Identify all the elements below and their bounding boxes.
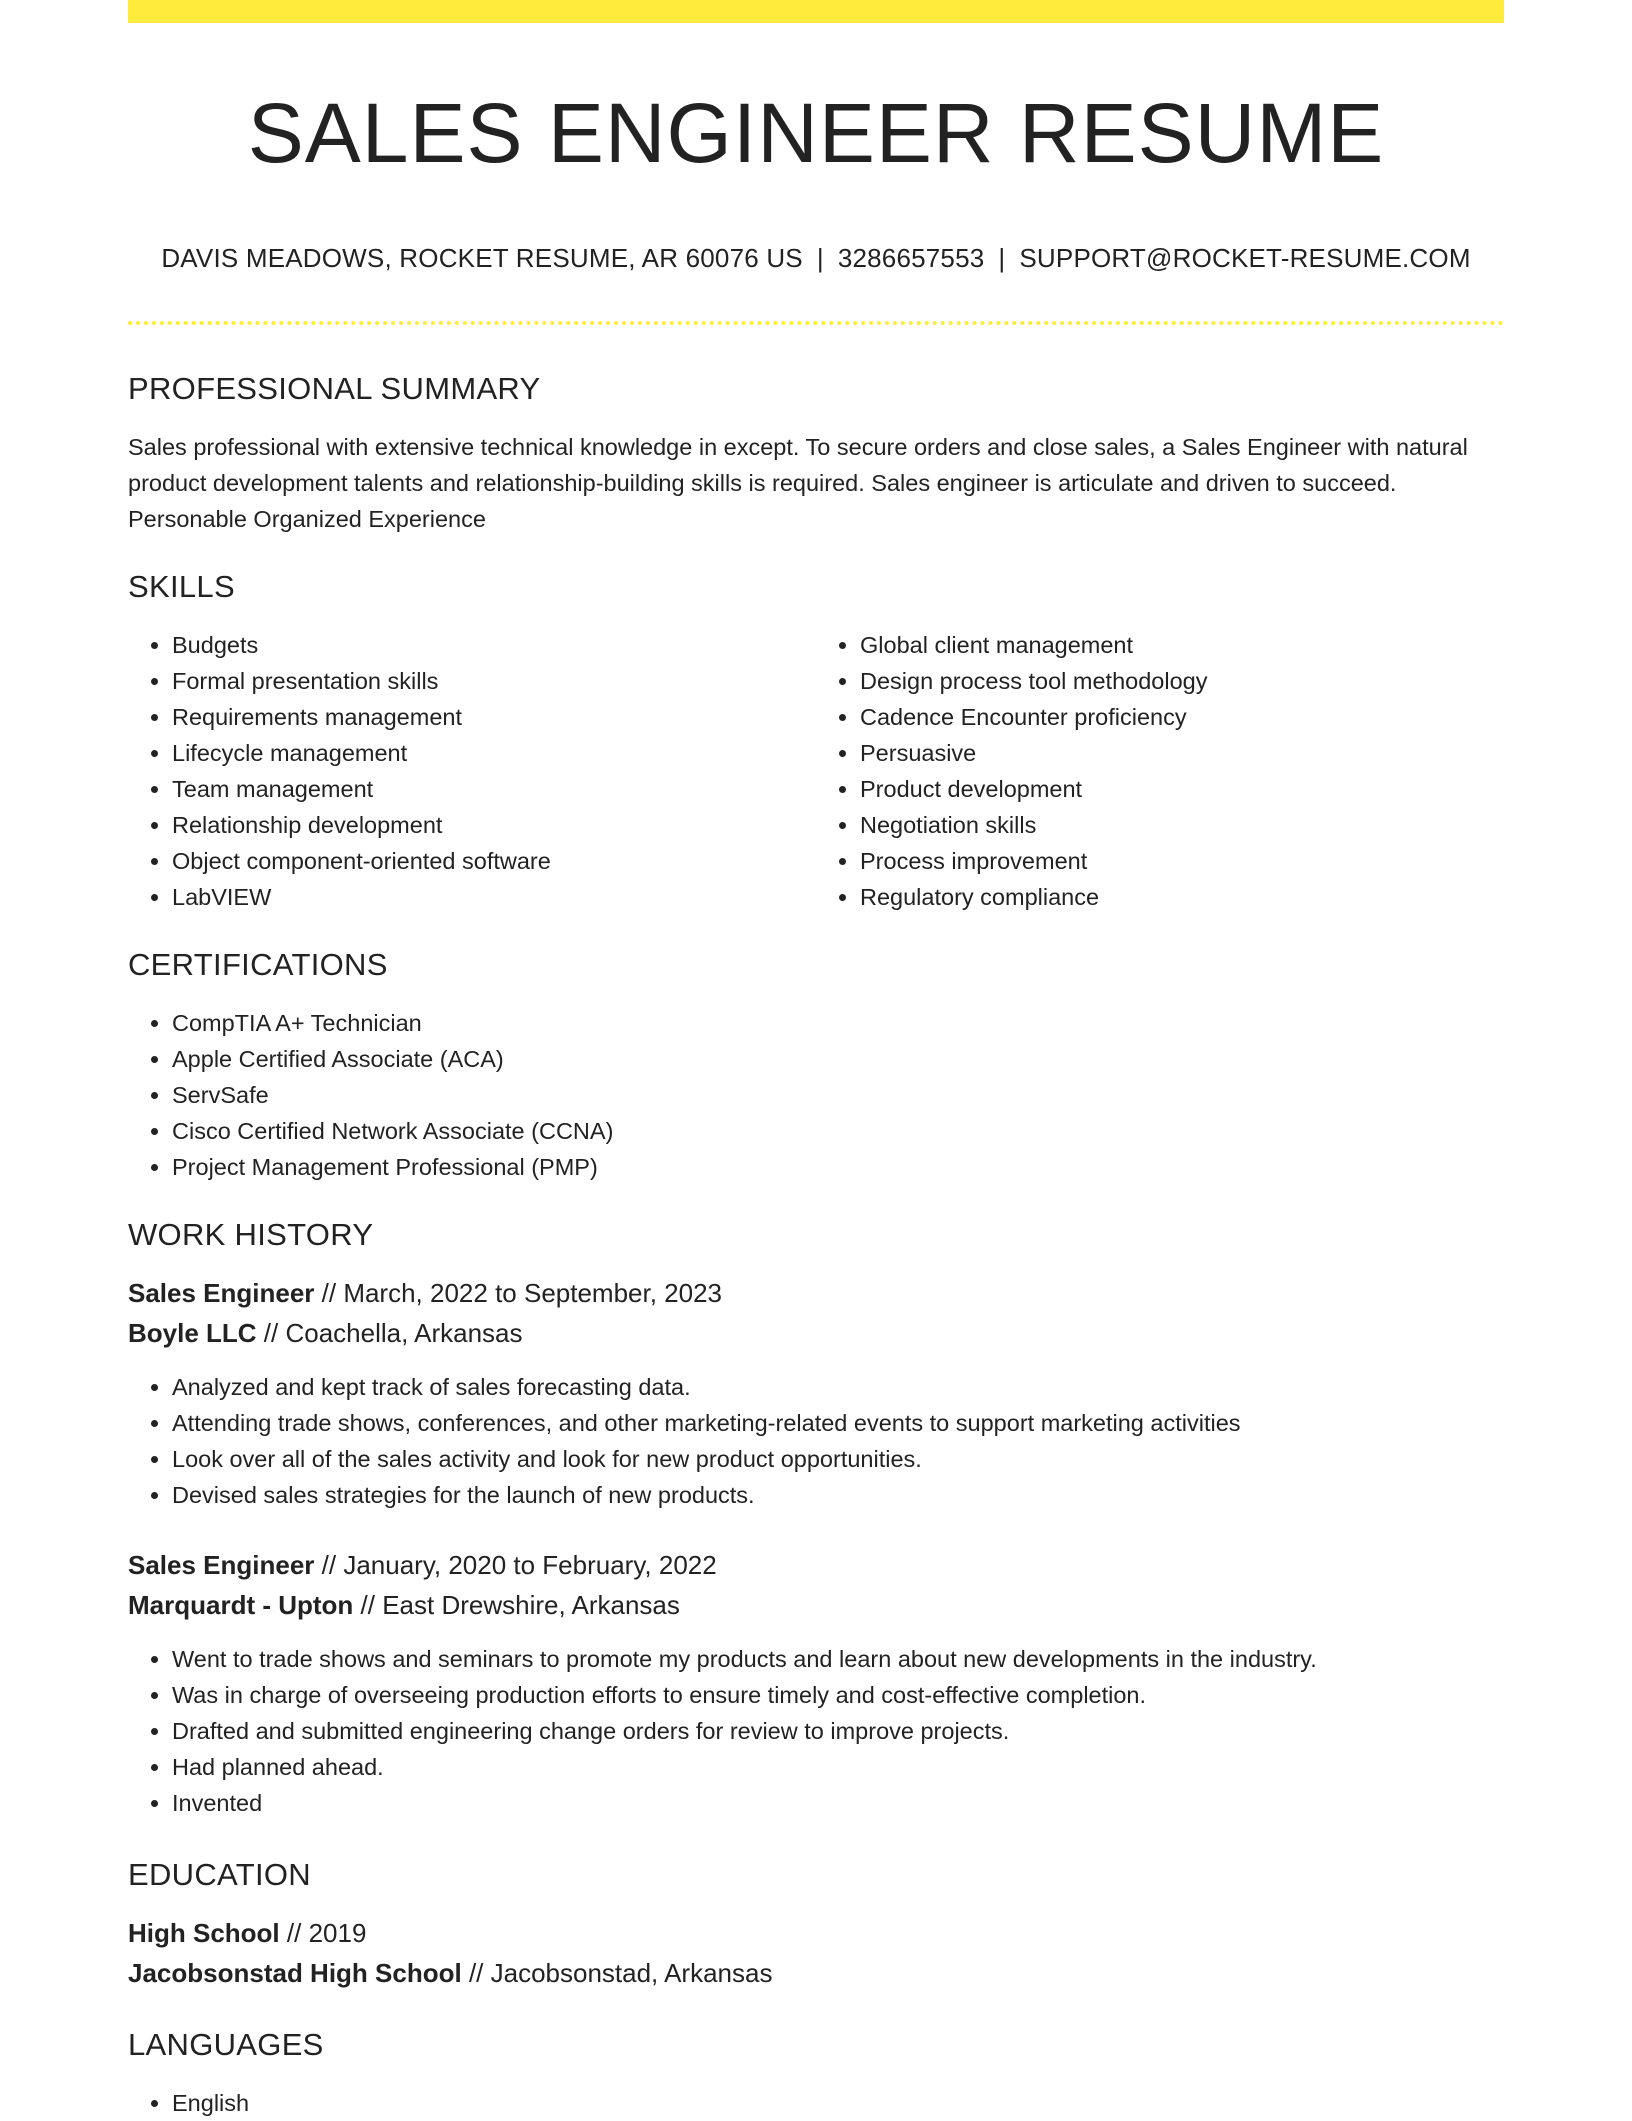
summary-heading: PROFESSIONAL SUMMARY xyxy=(128,371,541,406)
skill-item: • Persuasive xyxy=(860,735,1504,771)
job-company-line xyxy=(128,1585,1504,1625)
summary-text: Sales professional with extensive technical knowledge in except. To secure orders and close sales, a Sales Engineer with natural product development talents and relationship-building skills is required. Sales engineer is articulate and driven to succeed. Personable Organized Experience xyxy=(128,434,1468,532)
skill-item: • Process improvement xyxy=(860,843,1504,879)
job-title: Sales Engineer xyxy=(128,1550,315,1580)
job-bullet: • Attending trade shows, conferences, and other marketing-related events to support marketing activities xyxy=(172,1405,1504,1441)
skill-item: • Budgets xyxy=(172,627,816,663)
job-dates: // March, 2022 to September, 2023 xyxy=(314,1278,723,1308)
certification-item: • Cisco Certified Network Associate (CCNA) xyxy=(172,1113,1504,1149)
resume-title: SALES ENGINEER RESUME xyxy=(247,86,1385,180)
skill-item: • Formal presentation skills xyxy=(172,663,816,699)
skills-columns xyxy=(128,627,1504,915)
job-bullet: • Devised sales strategies for the launch of new products. xyxy=(172,1477,1504,1513)
skill-item: • Lifecycle management xyxy=(172,735,816,771)
skill-item: • Design process tool methodology xyxy=(860,663,1504,699)
certification-item: • ServSafe xyxy=(172,1077,1504,1113)
contact-separator: | xyxy=(998,243,1006,273)
job-location: // Coachella, Arkansas xyxy=(256,1318,523,1348)
education-school-line xyxy=(128,1953,1504,1993)
education-location: // Jacobsonstad, Arkansas xyxy=(461,1958,773,1988)
skill-item: • LabVIEW xyxy=(172,879,816,915)
job-bullet: • Had planned ahead. xyxy=(172,1749,1504,1785)
job-title: Sales Engineer xyxy=(128,1278,315,1308)
job-company: Marquardt - Upton xyxy=(128,1590,354,1620)
job-bullets xyxy=(128,1369,1504,1513)
certifications-list xyxy=(128,1005,1504,1185)
resume-page xyxy=(128,0,1504,2121)
job-title-line xyxy=(128,1545,1504,1585)
job-company: Boyle LLC xyxy=(128,1318,257,1348)
dotted-divider xyxy=(128,321,1504,325)
languages-list xyxy=(128,2085,1504,2121)
job-bullet: • Look over all of the sales activity and look for new product opportunities. xyxy=(172,1441,1504,1477)
certification-item: • Apple Certified Associate (ACA) xyxy=(172,1041,1504,1077)
skill-item: • Requirements management xyxy=(172,699,816,735)
job-bullet: • Went to trade shows and seminars to promote my products and learn about new developments in the industry. xyxy=(172,1641,1504,1677)
skill-item: • Object component-oriented software xyxy=(172,843,816,879)
education-degree-line xyxy=(128,1913,1504,1953)
skill-item: • Product development xyxy=(860,771,1504,807)
work-history-heading: WORK HISTORY xyxy=(128,1217,374,1252)
education-entry xyxy=(128,1913,1504,1993)
skill-item: • Negotiation skills xyxy=(860,807,1504,843)
contact-address: DAVIS MEADOWS, ROCKET RESUME, AR 60076 US xyxy=(161,243,803,273)
language-item: • English xyxy=(172,2085,1504,2121)
skills-heading: SKILLS xyxy=(128,569,235,604)
skill-item: • Regulatory compliance xyxy=(860,879,1504,915)
certification-item: • Project Management Professional (PMP) xyxy=(172,1149,1504,1185)
education-school: Jacobsonstad High School xyxy=(128,1958,462,1988)
skill-item: • Relationship development xyxy=(172,807,816,843)
skill-item: • Cadence Encounter proficiency xyxy=(860,699,1504,735)
job-bullet: • Analyzed and kept track of sales forecasting data. xyxy=(172,1369,1504,1405)
certification-item: • CompTIA A+ Technician xyxy=(172,1005,1504,1041)
job-bullet: • Drafted and submitted engineering change orders for review to improve projects. xyxy=(172,1713,1504,1749)
job-bullets xyxy=(128,1641,1504,1821)
education-heading: EDUCATION xyxy=(128,1857,311,1892)
contact-phone: 3286657553 xyxy=(837,243,985,273)
accent-top-bar xyxy=(128,0,1504,23)
job-entry xyxy=(128,1273,1504,1513)
education-degree: High School xyxy=(128,1918,280,1948)
job-title-line xyxy=(128,1273,1504,1313)
skills-list-left xyxy=(128,627,816,915)
education-year: // 2019 xyxy=(279,1918,367,1948)
contact-line xyxy=(128,241,1504,275)
skill-item: • Team management xyxy=(172,771,816,807)
job-dates: // January, 2020 to February, 2022 xyxy=(314,1550,717,1580)
contact-email: SUPPORT@ROCKET-RESUME.COM xyxy=(1019,243,1471,273)
job-entry xyxy=(128,1545,1504,1821)
skill-item: • Global client management xyxy=(860,627,1504,663)
certifications-heading: CERTIFICATIONS xyxy=(128,947,388,982)
job-company-line xyxy=(128,1313,1504,1353)
languages-heading: LANGUAGES xyxy=(128,2027,324,2062)
skills-list-right xyxy=(816,627,1504,915)
job-bullet: • Invented xyxy=(172,1785,1504,1821)
job-bullet: • Was in charge of overseeing production efforts to ensure timely and cost-effective completion. xyxy=(172,1677,1504,1713)
contact-separator: | xyxy=(816,243,824,273)
job-location: // East Drewshire, Arkansas xyxy=(353,1590,680,1620)
